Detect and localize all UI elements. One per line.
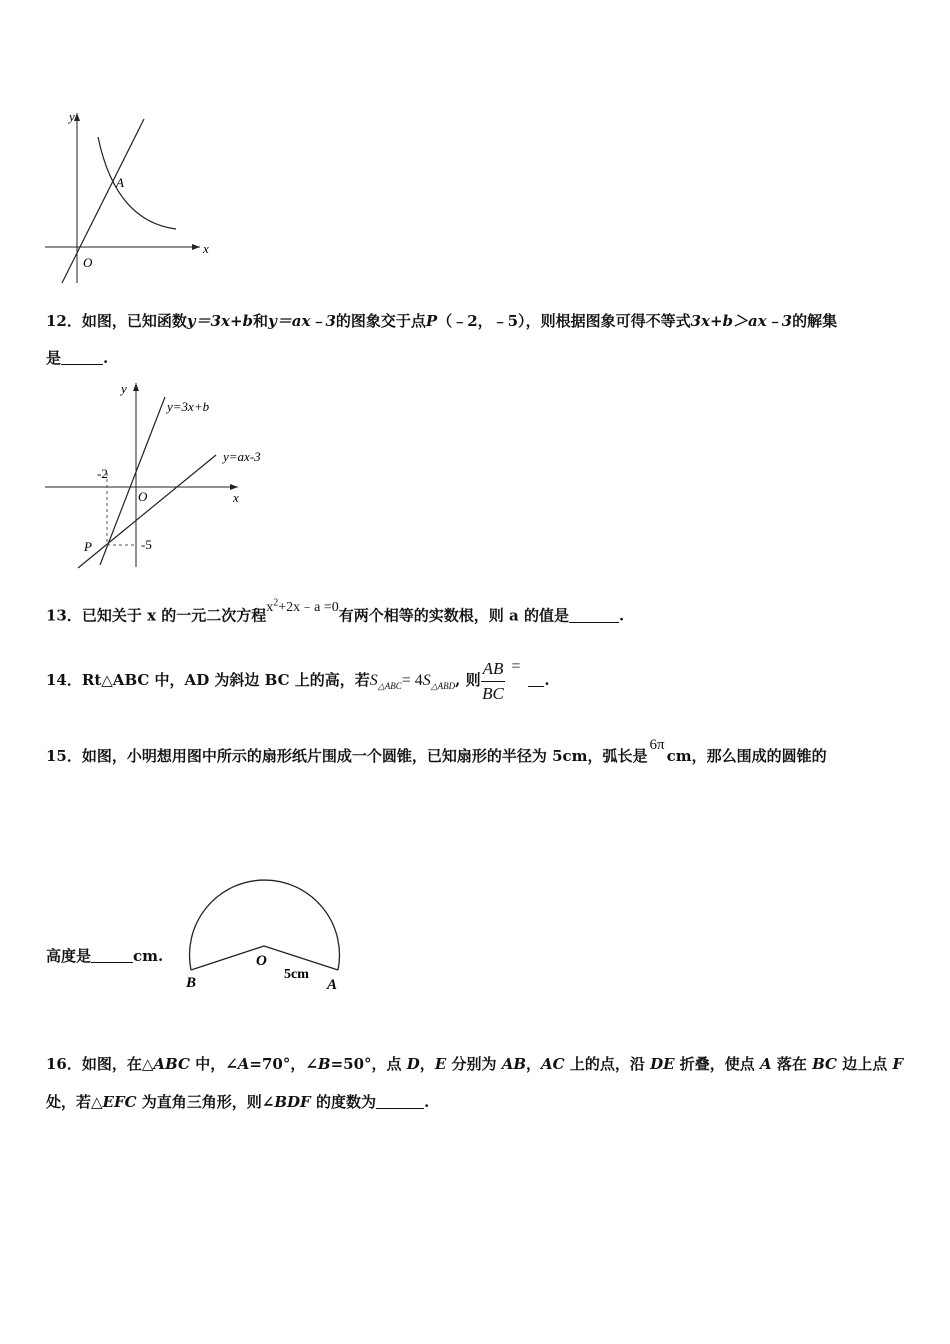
q12-line2 <box>46 348 108 368</box>
q12-text-c: 的图象交于点 <box>335 312 426 330</box>
q16-line2 <box>46 1092 429 1112</box>
q16-text-f: 落在 <box>771 1055 807 1073</box>
hyperbola-curve <box>98 137 176 229</box>
sector-label-b: B <box>186 975 197 991</box>
q12-fig-label-x: x <box>233 490 239 505</box>
q15-line2 <box>46 946 163 966</box>
q14-text-b: , 则 <box>455 671 481 689</box>
q12-fig-label-neg5: -5 <box>141 537 152 552</box>
q16-efc: EFC <box>102 1093 137 1111</box>
q12-fig-label-y: y <box>121 381 127 396</box>
q15-line2-end: cm. <box>133 947 164 965</box>
q14-frac-den: BC <box>482 683 504 703</box>
q12-fig-label-p: P <box>84 539 92 554</box>
q12-fig-label-line2: y=ax-3 <box>223 449 261 464</box>
figure-line-hyperbola <box>40 105 220 290</box>
q14-fraction <box>481 659 506 704</box>
q15-answer-blank[interactable] <box>91 948 133 963</box>
q15-line1 <box>46 737 827 767</box>
q13-eq-x: x <box>266 599 274 615</box>
q16-e: E <box>434 1055 447 1073</box>
q13-eq-sup: 2 <box>273 597 279 608</box>
q13-text-a: 已知关于 x 的一元二次方程 <box>81 606 267 625</box>
q15-text-b: cm，那么围成的圆锥的 <box>666 747 827 765</box>
sector-label-o: O <box>256 953 267 969</box>
q12-line2-start: 是 <box>46 349 62 367</box>
q12-answer-blank[interactable] <box>61 350 103 365</box>
q14-sub-abd: △ABD <box>430 681 456 692</box>
q12-y-axis-arrow <box>133 383 139 391</box>
q15-arc-length: 6π <box>649 737 665 753</box>
q16-line2-end: . <box>423 1093 430 1111</box>
q16-text-c: 分别为 <box>446 1055 497 1073</box>
q14-equals: = <box>511 658 521 675</box>
q13-text-b: 有两个相等的实数根，则 a 的值是 <box>338 606 569 625</box>
q16-abc: ABC <box>153 1055 190 1073</box>
q13-equation <box>266 597 339 615</box>
q15-number: 15． <box>46 747 82 765</box>
q13-text-end: . <box>618 606 625 625</box>
q16-f: F <box>887 1055 904 1073</box>
q12-fig-label-line1: y=3x+b <box>167 399 210 414</box>
q12-func2: y＝ax﹣3 <box>268 312 336 330</box>
sector-radius-ob <box>191 946 264 970</box>
q16-angle-a: =70°，∠ <box>249 1055 318 1073</box>
q12-line-3x-plus-b <box>100 397 165 565</box>
q16-bc: BC <box>806 1055 837 1073</box>
q14-answer-blank[interactable] <box>528 672 544 687</box>
sector-label-a: A <box>327 977 338 993</box>
q16-line2-c: 的度数为 <box>310 1093 376 1111</box>
q16-ac: AC <box>541 1055 565 1073</box>
q12-text-a: 如图，已知函数 <box>81 312 187 330</box>
q12-text-e: 的解集 <box>792 312 838 330</box>
q15-text-a: 如图，小明想用图中所示的扇形纸片围成一个圆锥，已知扇形的半径为 5cm，弧长是 <box>81 747 648 765</box>
axis-x-label: x <box>203 241 209 256</box>
axis-y-label: y <box>69 109 75 124</box>
q14-text-a: Rt△ABC 中，AD 为斜边 BC 上的高，若 <box>81 671 370 689</box>
q12-line2-end: . <box>103 349 109 367</box>
q12-fig-label-origin: O <box>138 489 148 504</box>
q16-de: DE <box>644 1055 675 1073</box>
q16-comma1: ， <box>419 1055 435 1073</box>
q14-s-abd: S <box>422 672 431 689</box>
q14-text-end: . <box>544 671 550 689</box>
x-axis-arrow <box>192 244 200 250</box>
q16-line2-b: 为直角三角形，则∠ <box>136 1093 275 1111</box>
q14-line <box>46 654 550 712</box>
q12-text-d: ，则根据图象可得不等式 <box>525 312 691 330</box>
q16-bdf: BDF <box>274 1093 311 1111</box>
q12-ineq: 3x+b＞ax﹣3 <box>690 312 793 330</box>
q12-fig-label-neg2: -2 <box>97 466 108 481</box>
q12-point: P <box>425 312 438 330</box>
q16-a: A <box>237 1055 250 1073</box>
sector-label-radius: 5cm <box>284 967 309 982</box>
q16-line2-a: 处，若△ <box>46 1093 103 1111</box>
q16-text-b: 中，∠ <box>189 1055 238 1073</box>
figure-q12 <box>40 375 290 575</box>
q14-s-abc: S <box>369 672 378 689</box>
q16-ab: AB <box>496 1055 527 1073</box>
q14-number: 14． <box>46 671 82 689</box>
q14-area-expression <box>369 672 456 692</box>
q12-text-b: 和 <box>253 312 269 330</box>
q12-number: 12． <box>46 312 82 330</box>
q16-text-g: 边上点 <box>837 1055 888 1073</box>
q13-line <box>46 597 625 628</box>
origin-label: O <box>83 255 93 270</box>
q16-comma2: ， <box>526 1055 542 1073</box>
q16-answer-blank[interactable] <box>376 1094 424 1109</box>
q15-line2-start: 高度是 <box>46 947 92 965</box>
q16-text-a: 如图，在△ <box>81 1055 154 1073</box>
q14-frac-num: AB <box>481 659 506 682</box>
q12-coords: （﹣2，﹣5） <box>437 312 526 330</box>
q14-sub-abc: △ABC <box>377 681 402 692</box>
q16-line1 <box>46 1054 903 1074</box>
figure-sector <box>180 868 360 1000</box>
q12-line1 <box>46 311 837 331</box>
y-axis-arrow <box>74 113 80 121</box>
q12-func1: y＝3x+b <box>186 312 254 330</box>
q13-eq-rest: +2x﹣a =0 <box>278 599 339 615</box>
q16-angle-b: =50°，点 <box>330 1055 402 1073</box>
q16-b: B <box>317 1055 331 1073</box>
q13-number: 13． <box>46 606 82 625</box>
q16-number: 16． <box>46 1055 82 1073</box>
line-graph <box>62 119 144 283</box>
q14-eq: = 4 <box>401 672 423 689</box>
q16-a2: A <box>754 1055 772 1073</box>
q16-d: D <box>401 1055 420 1073</box>
point-a-label: A <box>116 175 124 190</box>
q16-text-d: 上的点，沿 <box>564 1055 645 1073</box>
q13-answer-blank[interactable] <box>569 608 619 623</box>
q16-text-e: 折叠，使点 <box>674 1055 755 1073</box>
